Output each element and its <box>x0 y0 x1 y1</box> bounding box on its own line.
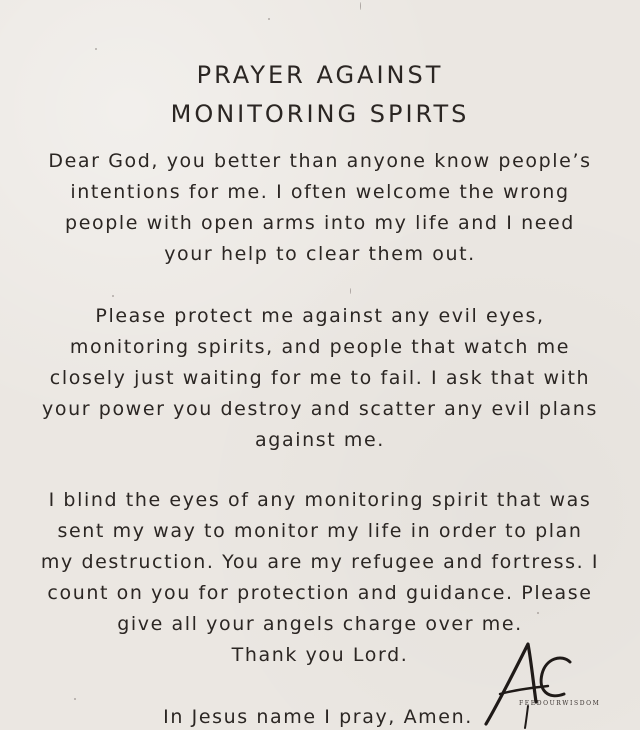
closing-amen: In Jesus name I pray, Amen. <box>163 706 473 728</box>
paragraph-line: intentions for me. I often welcome the wrong <box>70 181 570 203</box>
paragraph-line: people with open arms into my life and I need <box>65 212 575 234</box>
paragraph-line: Dear God, you better than anyone know people’s <box>48 150 592 172</box>
paragraph-line: Please protect me against any evil eyes, <box>95 305 545 327</box>
paragraph-line: count on you for protection and guidance. Please <box>47 582 593 604</box>
paragraph-line: I blind the eyes of any monitoring spirit that was <box>48 489 592 511</box>
prayer-title-line-2: MONITORING SPIRTS <box>170 100 470 128</box>
paragraph-line: closely just waiting for me to fail. I ask that with <box>49 367 591 389</box>
prayer-title-line-1: PRAYER AGAINST <box>196 61 444 89</box>
paragraph-line: monitoring spirits, and people that watch me <box>69 336 571 358</box>
paragraph-line: your power you destroy and scatter any evil plans <box>42 398 598 420</box>
paragraph-line: sent my way to monitor my life in order to plan <box>57 520 583 542</box>
paragraph-line: my destruction. You are my refugee and fortress. I <box>40 551 600 573</box>
paper-speck <box>95 48 97 50</box>
paper-speck <box>350 288 351 294</box>
paper-speck <box>112 295 114 297</box>
ac-monogram-logo <box>478 636 608 730</box>
paper-speck <box>268 18 270 20</box>
paragraph-line: your help to clear them out. <box>164 243 476 265</box>
closing-thanks: Thank you Lord. <box>231 644 409 666</box>
paper-speck <box>74 698 76 700</box>
paragraph-line: against me. <box>255 429 385 451</box>
logo-brand-text: FEEDOURWISDOM <box>519 700 601 707</box>
paragraph-line: give all your angels charge over me. <box>117 613 523 635</box>
paper-speck <box>360 2 361 10</box>
